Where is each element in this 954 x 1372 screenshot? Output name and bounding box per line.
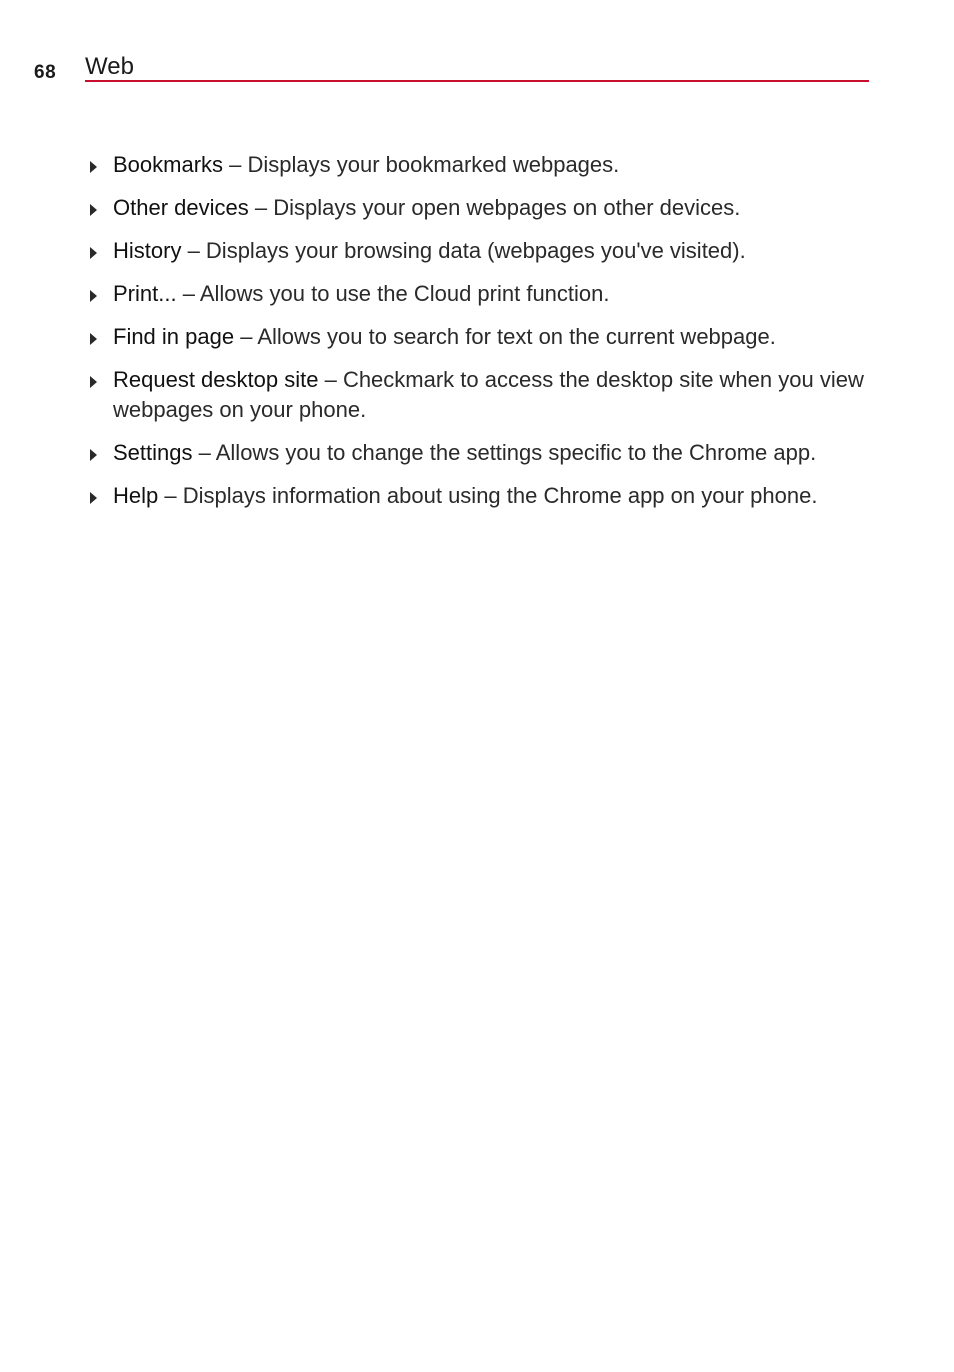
item-term: Print... <box>113 281 177 306</box>
list-item-request-desktop-site <box>90 365 880 425</box>
right-triangle-icon <box>90 333 97 345</box>
list-item-print <box>90 279 880 309</box>
item-term: History <box>113 238 182 263</box>
item-separator: – <box>234 324 258 349</box>
item-description: Displays your open webpages on other devices. <box>273 195 741 220</box>
section-title: Web <box>85 53 134 80</box>
item-term: Other devices <box>113 195 249 220</box>
list-item-find-in-page <box>90 322 880 352</box>
item-term: Settings <box>113 440 193 465</box>
right-triangle-icon <box>90 449 97 461</box>
page-header <box>0 0 954 90</box>
item-separator: – <box>181 238 206 263</box>
item-term: Request desktop site <box>113 367 319 392</box>
right-triangle-icon <box>90 247 97 259</box>
item-term: Find in page <box>113 324 235 349</box>
list-item-bookmarks <box>90 150 880 180</box>
list-item-other-devices <box>90 193 880 223</box>
list-item-help <box>90 481 880 511</box>
item-separator: – <box>192 440 216 465</box>
item-term: Help <box>113 483 159 508</box>
right-triangle-icon <box>90 204 97 216</box>
right-triangle-icon <box>90 161 97 173</box>
list-item-settings <box>90 438 880 468</box>
page-number: 68 <box>34 62 57 83</box>
header-divider <box>85 80 869 82</box>
right-triangle-icon <box>90 290 97 302</box>
item-separator: – <box>158 483 183 508</box>
item-description: Allows you to search for text on the current webpage. <box>257 324 776 349</box>
item-separator: – <box>223 152 248 177</box>
item-description: Displays your browsing data (webpages you've visited). <box>205 238 746 263</box>
list-item-history <box>90 236 880 266</box>
item-separator: – <box>176 281 200 306</box>
item-description: Allows you to use the Cloud print function. <box>199 281 610 306</box>
item-description: Displays information about using the Chrome app on your phone. <box>182 483 818 508</box>
item-term: Bookmarks <box>113 152 224 177</box>
right-triangle-icon <box>90 376 97 388</box>
right-triangle-icon <box>90 492 97 504</box>
item-description: Allows you to change the settings specific to the Chrome app. <box>215 440 817 465</box>
item-separator: – <box>248 195 274 220</box>
item-description: Displays your bookmarked webpages. <box>247 152 620 177</box>
item-separator: – <box>318 367 343 392</box>
item-description: Checkmark to access the desktop site when you view webpages on your phone. <box>113 367 864 422</box>
menu-options-list <box>90 150 880 524</box>
